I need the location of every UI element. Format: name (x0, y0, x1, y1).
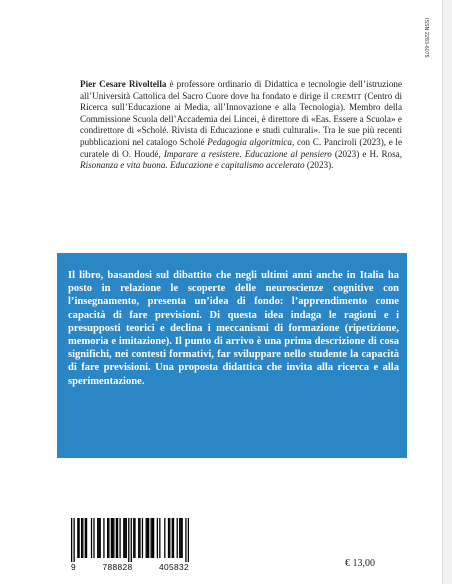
barcode-bar (148, 518, 149, 558)
bio-cremit: CREMIT (331, 91, 362, 101)
barcode-bar (172, 518, 173, 558)
book-blurb: Il libro, basandosi sul dibattito che negli ultimi anni anche in Italia ha posto in relazione le scoperte delle neuroscienze cognitive con l’insegnamento, presenta un’idea di fondo: l’apprendimento come capacità di fare previsioni. Di questa idea indaga le ragioni e i presupposti teorici e declina i meccanismi di formazione (ripetizione, memoria e imitazione). Il punto di arrivo è una prima descrizione di cosa significhi, nei contesti formativi, far sviluppare nello studente la capacità di fare previsioni. Una proposta didattica che invita alla ricerca e alla sperimentazione. (68, 270, 399, 387)
barcode-bar (133, 518, 134, 558)
barcode-bar (159, 518, 160, 558)
barcode-bar (111, 518, 112, 558)
barcode-bar (112, 518, 113, 558)
barcode-bar (107, 518, 108, 558)
barcode-bars (71, 518, 189, 562)
bio-text-5: (2023). (304, 160, 334, 171)
barcode-bar (126, 518, 127, 558)
barcode-right-group: 405832 (158, 562, 189, 572)
barcode-bar (152, 518, 153, 558)
barcode-bar (113, 518, 114, 558)
bio-text-2: (Centro di Ricerca sull’Educazione ai Media, all’Innovazione e alla Tecnologia). Membro della Commissione Scuola dell’Accademia dei Lincei, è direttore di «Eas. Essere a Scuola» e condirettore di «Scholé. Rivista di Educazione e studi culturali». Tra le sue più recenti pubblicazioni nel catalogo Scholé (80, 90, 402, 147)
author-name: Pier Cesare Rivoltella (80, 79, 167, 89)
barcode-bar (93, 518, 94, 558)
barcode-bar (86, 518, 87, 558)
barcode-bar (81, 518, 82, 558)
bio-book-3: Risonanza e vita buona. Educazione e capitalismo accelerato (80, 160, 305, 171)
barcode-number (71, 562, 189, 572)
author-bio (80, 79, 402, 172)
barcode-bar (138, 518, 139, 558)
bio-book-2: Imparare a resistere. Educazione al pensiero (163, 148, 332, 159)
bio-book-1: Pedagogia algoritmica (207, 136, 292, 147)
bio-text-4: (2023) e H. Rosa, (331, 148, 403, 159)
barcode-bar (164, 518, 165, 558)
barcode-bar (128, 518, 129, 562)
barcode-bar (119, 518, 120, 558)
barcode-bar (153, 518, 154, 558)
barcode-bar (85, 518, 86, 558)
barcode-bar (169, 518, 170, 558)
barcode-bar (146, 518, 147, 558)
barcode-bar (98, 518, 99, 558)
barcode-bar (131, 518, 132, 562)
barcode-bar (103, 518, 104, 558)
barcode-bar (177, 518, 178, 558)
barcode-bar (123, 518, 124, 558)
barcode-bar (124, 518, 125, 558)
barcode-bar (173, 518, 174, 558)
barcode-bar (180, 518, 181, 558)
spine-edge (442, 0, 452, 584)
issn-label: ISSN 2283-6075 (423, 18, 429, 58)
barcode-bar (182, 518, 183, 558)
barcode-bar (150, 518, 151, 558)
barcode-bar (185, 518, 186, 562)
barcode-bar (142, 518, 143, 558)
barcode-bar (117, 518, 118, 558)
barcode-bar (97, 518, 98, 558)
barcode-first-digit: 9 (71, 562, 77, 572)
barcode-bar (91, 518, 92, 558)
barcode-bar (147, 518, 148, 558)
bio-text-3: , con C. Panciroli (2023), e le curatele di O. Houdé, (80, 136, 402, 159)
barcode-bar (78, 518, 79, 558)
barcode-bar (168, 518, 169, 558)
barcode-bar (139, 518, 140, 558)
barcode-left-group: 788828 (102, 562, 133, 572)
barcode-bar (82, 518, 83, 558)
barcode-bar (157, 518, 158, 558)
barcode-bar (134, 518, 135, 558)
barcode-bar (108, 518, 109, 558)
price-label: € 13,00 (345, 558, 375, 569)
barcode-bar (100, 518, 101, 558)
barcode-bar (73, 518, 74, 562)
barcode-bar (77, 518, 78, 558)
barcode-bar (116, 518, 117, 558)
barcode-bar (71, 518, 72, 562)
bio-text-1: è professore ordinario di Didattica e tecnologie dell’istruzione all’Università Cattolica del Sacro Cuore dove ha fondato e dirige il (80, 79, 402, 101)
barcode-bar (188, 518, 189, 562)
barcode-bar (179, 518, 180, 558)
